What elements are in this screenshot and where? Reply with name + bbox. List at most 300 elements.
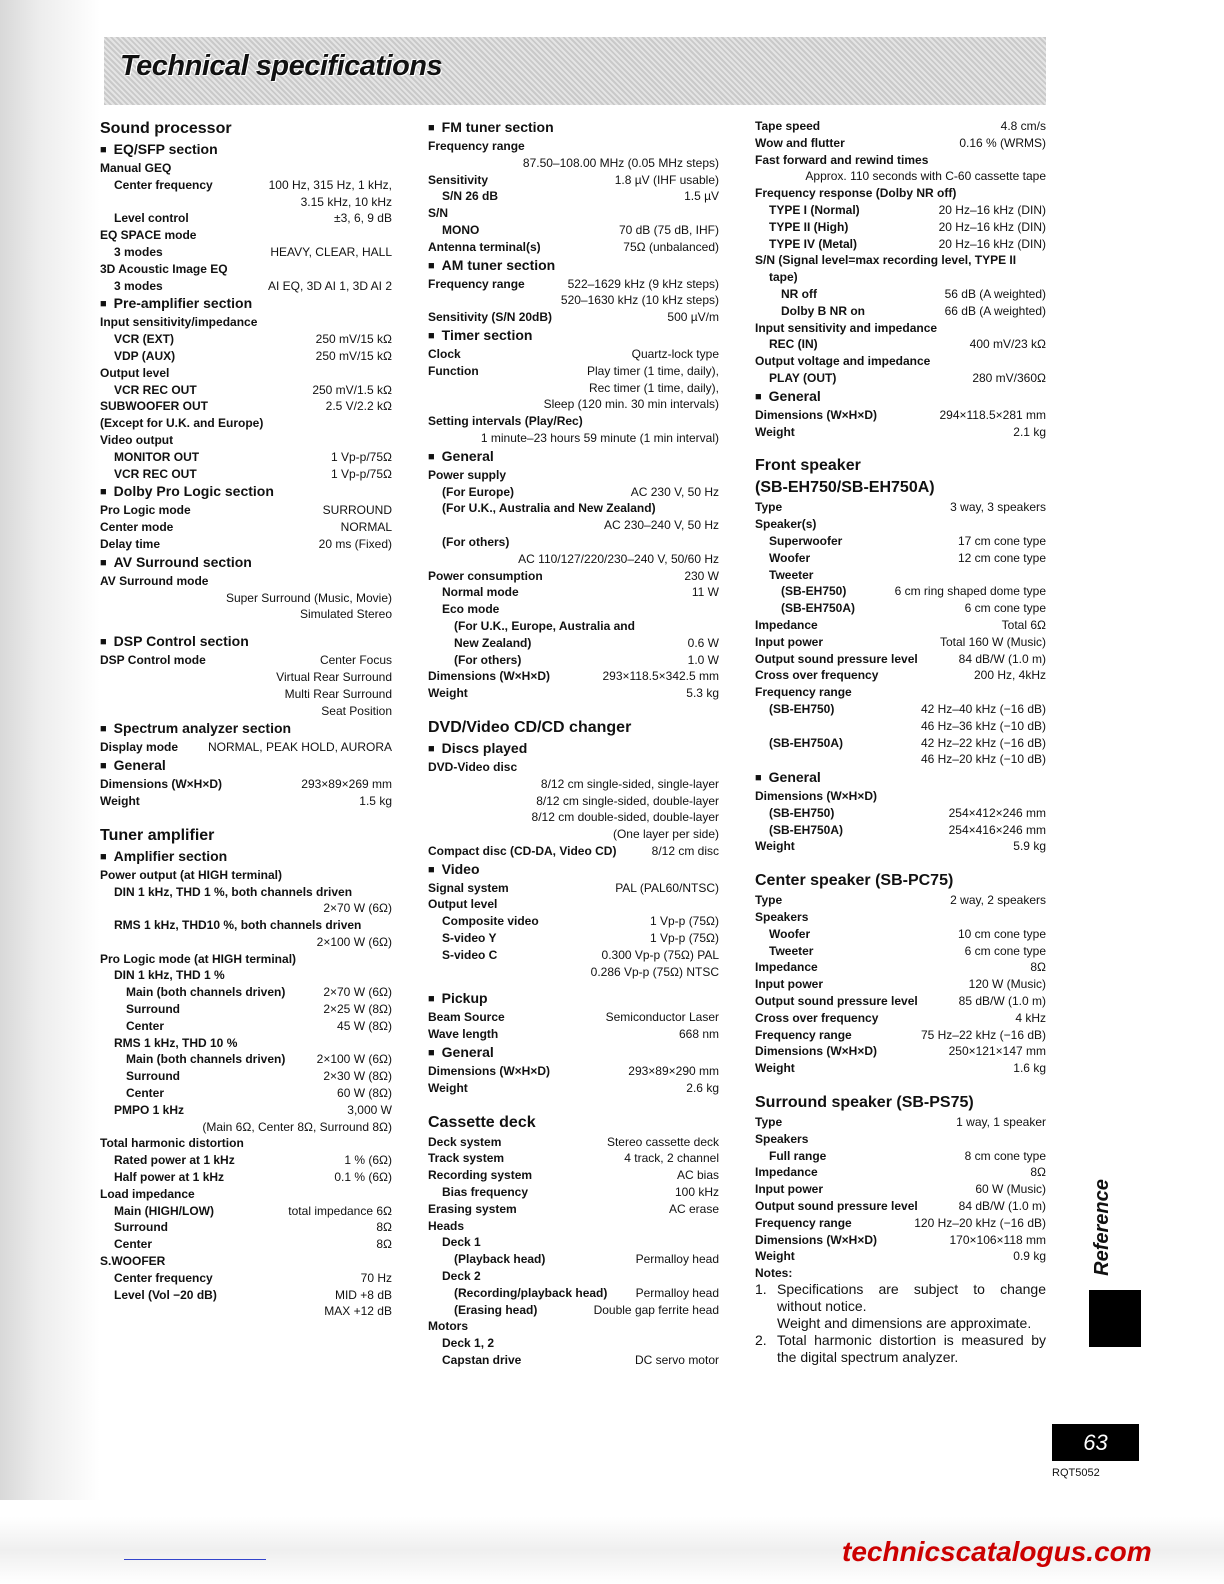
spec-label: Weight [755,1249,795,1264]
spec-label: Frequency range [428,139,525,153]
spec-row [755,838,1046,855]
spec-row [100,1035,392,1052]
spec-label: Input power [755,634,823,649]
spec-row [100,1287,392,1321]
spec-column-1 [100,118,392,1320]
spec-column-3 [755,118,1046,1366]
spec-value: Total 160 W (Music) [939,634,1046,649]
spec-row [428,880,719,897]
note-text: Specifications are subject to change without notice. Weight and dimensions are approximate. [777,1281,1046,1332]
spec-label: DVD-Video disc [428,759,518,774]
spec-label: Half power at 1 kHz [114,1170,225,1185]
spec-value: 4 kHz [1015,1010,1046,1025]
spec-value: 2×70 W (6Ω) [323,901,392,916]
spec-value: 250×121×147 mm [948,1044,1046,1059]
spec-value: NORMAL [340,520,392,535]
spec-value: AI EQ, 3D AI 1, 3D AI 2 [267,278,392,293]
spec-value: 1 way, 1 speaker [956,1115,1046,1130]
spec-label: Weight [100,793,140,808]
spec-row [428,1026,719,1043]
spec-row [100,573,392,590]
spec-label: Deck system [428,1134,502,1149]
spec-row [428,1201,719,1218]
spec-label: Recording system [428,1168,533,1183]
spec-value: 11 W [691,585,719,600]
spec-label: REC (IN) [769,337,818,352]
spec-row [100,793,392,810]
subsection-heading: ■ FM tuner section [428,118,719,138]
scan-shadow-left [0,0,100,1584]
spec-row [100,502,392,519]
spec-label: Output sound pressure level [755,1199,918,1214]
spec-row [428,668,719,685]
spec-row [755,1215,1046,1232]
spec-row [100,652,392,719]
spec-value: 2×30 W (8Ω) [323,1069,392,1084]
spacer [428,980,719,989]
spec-row [755,269,1046,286]
spec-value: 4 track, 2 channel [624,1151,719,1166]
spec-label: (For U.K., Europe, Australia and [454,618,635,633]
spec-row [755,1060,1046,1077]
spec-row [755,651,1046,668]
spec-label: Track system [428,1151,505,1166]
subsection-heading: ■ DSP Control section [100,632,392,652]
spec-label: Load impedance [100,1186,195,1201]
subsection-heading: ■ EQ/SFP section [100,140,392,160]
spec-value: AC erase [668,1201,719,1216]
spec-value: 70 Hz [360,1270,392,1285]
spec-value: Play timer (1 time, daily), Rec timer (1 time, daily), Sleep (120 min. 30 min intervals) [543,363,719,412]
spec-row [428,239,719,256]
spec-value: 75 Hz–22 kHz (−16 dB) [920,1027,1046,1042]
spec-row [100,210,392,227]
spec-row [755,286,1046,303]
spec-label: (SB-EH750) [769,701,835,716]
spec-label: Main (both channels driven) [126,1052,286,1067]
spec-value: 1 minute–23 hours 59 minute (1 min interval) [480,430,719,445]
spec-label: Center mode [100,520,174,535]
spec-value: 45 W (8Ω) [337,1018,392,1033]
spec-value: 4.8 cm/s [1000,119,1046,133]
spec-value: 8/12 cm disc [651,843,719,858]
spec-label: (Playback head) [454,1252,546,1267]
spec-label: Weight [755,839,795,854]
spec-value: 66 dB (A weighted) [944,303,1046,318]
spec-label: Display mode [100,740,179,755]
spec-row [755,976,1046,993]
spec-row [755,684,1046,701]
spec-value: Quartz-lock type [631,346,719,361]
spec-value: 293×89×290 mm [628,1064,719,1079]
spec-value: 200 Hz, 4kHz [973,668,1046,683]
section-heading: Cassette deck [428,1113,536,1131]
spec-value: 8/12 cm single-sided, single-layer 8/12 cm single-sided, double-layer 8/12 cm double-sided, double-layer (One layer per side) [531,776,719,842]
spec-value: 84 dB/W (1.0 m) [958,1199,1046,1214]
spec-value: 120 W (Music) [968,977,1046,992]
spec-label: TYPE IV (Metal) [769,236,858,251]
spec-value: 293×89×269 mm [301,777,392,792]
subsection-heading: ■ Spectrum analyzer section [100,719,392,739]
spec-row [428,551,719,568]
spec-value: 2 way, 2 speakers [950,893,1046,908]
spec-value: 668 nm [678,1027,719,1042]
spec-row [428,1335,719,1352]
spec-label: New Zealand) [454,635,532,650]
section-heading: Tuner amplifier [100,826,215,844]
spec-value: 8Ω [376,1237,392,1252]
spec-label: Compact disc (CD-DA, Video CD) [428,843,617,858]
spec-row [428,1080,719,1097]
spec-row [428,534,719,551]
spec-value: 3 way, 3 speakers [950,500,1046,515]
spec-row [428,776,719,843]
spec-row [428,896,719,913]
spec-value: HEAVY, CLEAR, HALL [270,244,392,259]
spec-row [755,1114,1046,1131]
spec-value: Double gap ferrite head [593,1302,719,1317]
spec-label: Input sensitivity/impedance [100,315,258,330]
section-heading: (SB-EH750/SB-EH750A) [755,479,935,497]
spec-row [428,759,719,776]
document-code: RQT5052 [1052,1467,1100,1479]
spec-value: 1 Vp-p/75Ω [330,449,392,464]
spec-label: (For others) [442,534,510,549]
spec-label: Delay time [100,536,161,551]
spec-label: (SB-EH750) [769,805,835,820]
spec-value: 250 mV/15 kΩ [315,332,392,347]
spec-label: Frequency range [755,685,852,700]
spec-value: 2×100 W (6Ω) [316,1052,392,1067]
subsection-heading: ■ General [755,768,1046,788]
spec-row [755,168,1046,185]
spec-row [755,1181,1046,1198]
spec-value: Super Surround (Music, Movie) Simulated Stereo [225,590,392,622]
spec-row [755,1043,1046,1060]
note-item [755,1281,1046,1332]
section-heading: Sound processor [100,120,232,137]
spec-row [428,930,719,947]
spec-value: MID +8 dB MAX +12 dB [324,1287,392,1319]
spec-row [428,1251,719,1268]
spec-row [755,822,1046,839]
spec-row [100,917,392,934]
spec-value: Stereo cassette deck [606,1134,719,1149]
spec-label: Deck 1 [442,1235,481,1250]
spec-label: Input power [755,1182,823,1197]
spec-label: Bias frequency [442,1185,529,1200]
spec-row [428,1285,719,1302]
spec-row [100,1186,392,1203]
spec-label: Total harmonic distortion [100,1136,244,1151]
spec-value: 1 % (6Ω) [344,1153,392,1168]
spec-label: Deck 1, 2 [442,1336,495,1351]
spec-row [755,1131,1046,1148]
spec-row [428,584,719,601]
spec-row [428,1268,719,1285]
spec-label: Center [114,1237,153,1252]
spec-row [755,320,1046,337]
spec-value: 0.300 Vp-p (75Ω) PAL 0.286 Vp-p (75Ω) NTSC [590,947,719,979]
notes-heading: Notes: [755,1266,793,1281]
spec-label: Clock [428,346,461,361]
spec-row [428,309,719,326]
spec-label: Surround [126,1002,180,1017]
reference-label: Reference [1090,1179,1113,1276]
spec-label: Power supply [428,467,507,482]
spec-label: DIN 1 kHz, THD 1 % [114,968,225,983]
spacer [755,855,1046,864]
spec-value: 17 cm cone type [957,533,1046,548]
spec-value: 0.9 kg [1013,1249,1046,1264]
spec-row [755,617,1046,634]
spec-value: 70 dB (75 dB, IHF) [618,222,719,237]
spec-label: DIN 1 kHz, THD 1 %, both channels driven [114,884,353,899]
spec-row [100,415,392,432]
spec-label: Frequency response (Dolby NR off) [755,186,957,201]
spec-label: VCR REC OUT [114,382,197,397]
spec-row [100,1203,392,1220]
spec-value: 6 cm cone type [964,943,1046,958]
spec-label: Center [126,1086,165,1101]
spec-row [755,943,1046,960]
spec-value: (Main 6Ω, Center 8Ω, Surround 8Ω) [202,1119,392,1134]
spec-label: (Recording/playback head) [454,1285,608,1300]
spec-value: 254×412×246 mm [948,805,1046,820]
spec-label: Beam Source [428,1010,505,1025]
spec-label: S-video Y [442,931,497,946]
spec-row [100,278,392,295]
spec-label: Main (HIGH/LOW) [114,1203,214,1218]
spec-row [428,517,719,534]
spec-value: 254×416×246 mm [948,822,1046,837]
spec-value: 2×70 W (6Ω) [323,985,392,1000]
spec-value: 75Ω (unbalanced) [623,239,719,254]
spec-label: Motors [428,1319,468,1334]
spec-value: 60 W (8Ω) [337,1086,392,1101]
spec-row [755,1027,1046,1044]
subsection-heading: ■ General [428,447,719,467]
spacer [100,810,392,819]
spec-row [755,252,1046,269]
spec-label: Input sensitivity and impedance [755,320,938,335]
spec-row [100,1102,392,1119]
spec-label: 3 modes [114,244,163,259]
spec-row [100,1018,392,1035]
spec-row [428,155,719,172]
subsection-heading: ■ General [100,756,392,776]
spec-value: AC 110/127/220/230–240 V, 50/60 Hz [518,551,719,566]
spec-row [755,407,1046,424]
spec-row [100,466,392,483]
spec-value: 42 Hz–40 kHz (−16 dB) 46 Hz–36 kHz (−10 dB) [920,701,1046,733]
spec-row [755,701,1046,735]
spec-label: Level control [114,211,189,226]
spec-label: S/N (Signal level=max recording level, TYPE II [755,253,1017,268]
spec-label: Rated power at 1 kHz [114,1153,235,1168]
spec-label: Frequency range [755,1215,852,1230]
spec-label: Dimensions (W×H×D) [755,407,878,422]
spec-row [100,1152,392,1169]
spec-column-2 [428,118,719,1369]
spec-label: tape) [769,270,798,285]
spec-row [100,900,392,917]
spec-label: Dimensions (W×H×D) [755,1232,878,1247]
spec-row [755,1232,1046,1249]
spec-row [100,590,392,624]
spacer [755,1077,1046,1086]
spec-label: VDP (AUX) [114,348,176,363]
spec-value: Semiconductor Laser [605,1010,719,1025]
spec-row [100,934,392,951]
spec-value: 294×118.5×281 mm [939,407,1046,422]
spec-row [428,413,719,430]
spec-label: PLAY (OUT) [769,370,837,385]
spec-row [428,188,719,205]
spec-value: 293×118.5×342.5 mm [602,669,719,684]
note-number: 1. [755,1281,767,1298]
spec-row [100,1135,392,1152]
spec-value: 500 µV/m [667,310,719,325]
spec-label: AV Surround mode [100,573,209,588]
spec-label: (SB-EH750A) [769,822,844,837]
spec-row [100,884,392,901]
spec-label: Weight [428,1080,468,1095]
spec-value: 400 mV/23 kΩ [969,337,1046,352]
spec-value: 2.1 kg [1013,424,1046,439]
spec-row [100,984,392,1001]
spec-value: total impedance 6Ω [288,1203,392,1218]
spec-label: 3D Acoustic Image EQ [100,261,228,276]
spec-label: Speaker(s) [755,517,817,532]
subsection-heading: ■ Discs played [428,739,719,759]
spec-label: (For U.K., Australia and New Zealand) [442,501,656,516]
spec-row [755,600,1046,617]
spec-label: Dolby B NR on [781,303,865,318]
spec-label: PMPO 1 kHz [114,1102,185,1117]
spec-row [755,1164,1046,1181]
reference-side-tab [1086,1180,1116,1280]
spec-value: Center Focus Virtual Rear Surround Multi Rear Surround Seat Position [276,653,392,718]
spec-row [755,583,1046,600]
spec-label: Fast forward and rewind times [755,152,929,167]
spec-row [428,913,719,930]
spec-value: 100 kHz [674,1185,719,1200]
spec-row [100,331,392,348]
spec-value: PAL (PAL60/NTSC) [615,880,719,895]
spec-label: Weight [428,686,468,701]
spec-value: 6 cm ring shaped dome type [894,584,1046,599]
spec-row [100,398,392,415]
spec-value: 10 cm cone type [957,926,1046,941]
spec-label: Speakers [755,910,809,925]
spec-label: Power consumption [428,568,543,583]
subsection-heading: ■ General [428,1043,719,1063]
spec-label: (SB-EH750A) [769,735,844,750]
spec-row [428,467,719,484]
spec-row [755,185,1046,202]
spec-value: 85 dB/W (1.0 m) [958,994,1046,1009]
spec-label: SUBWOOFER OUT [100,399,208,414]
subsection-heading: ■ Pre-amplifier section [100,294,392,314]
spec-label: Pro Logic mode [100,503,191,518]
spec-label: S-video C [442,947,498,962]
spec-label: Dimensions (W×H×D) [100,777,223,792]
spec-row [100,1219,392,1236]
spec-label: Woofer [769,550,811,565]
spec-label: MONO [442,222,480,237]
spec-label: Impedance [755,617,818,632]
spec-label: VCR (EXT) [114,332,174,347]
spec-row [755,424,1046,441]
spec-label: S/N [428,206,449,221]
subsection-heading: ■ Amplifier section [100,847,392,867]
spec-label: Level (Vol −20 dB) [114,1287,217,1302]
spec-label: (For Europe) [442,484,514,499]
spec-row [755,805,1046,822]
spec-label: Weight [755,1061,795,1076]
spec-label: S.WOOFER [100,1254,166,1269]
spec-row [755,370,1046,387]
subsection-heading: ■ Pickup [428,989,719,1009]
spec-label: (Except for U.K. and Europe) [100,416,264,431]
spec-label: Output sound pressure level [755,651,918,666]
spacer [100,623,392,632]
spec-label: Center [126,1018,165,1033]
spec-row [755,567,1046,584]
spec-label: Cross over frequency [755,668,879,683]
spec-row [428,363,719,413]
spec-row [100,348,392,365]
spec-row [428,172,719,189]
spec-label: Capstan drive [442,1353,522,1368]
spec-label: Signal system [428,880,509,895]
spec-label: VCR REC OUT [114,466,197,481]
spec-row [100,1119,392,1136]
spec-row [100,536,392,553]
spec-label: Antenna terminal(s) [428,239,541,254]
spec-label: Function [428,363,479,378]
spec-value: Total 6Ω [1001,617,1046,632]
spec-row [755,926,1046,943]
spec-value: 1 Vp-p (75Ω) [650,931,719,946]
spec-label: Weight [755,424,795,439]
spec-value: 100 Hz, 315 Hz, 1 kHz, 3.15 kHz, 10 kHz [268,177,392,209]
spec-value: 170×106×118 mm [949,1232,1046,1247]
spec-label: Input power [755,977,823,992]
page-title: Technical specifications [120,50,443,82]
spec-row [755,1198,1046,1215]
spec-label: Wave length [428,1027,499,1042]
spec-value: AC bias [676,1168,719,1183]
spec-row [755,959,1046,976]
spec-label: Impedance [755,1165,818,1180]
spec-label: Eco mode [442,602,500,617]
spec-value: 250 mV/15 kΩ [315,348,392,363]
spec-row [428,1167,719,1184]
spec-row [428,222,719,239]
spec-row [755,1248,1046,1265]
spec-value: 1 Vp-p (75Ω) [650,914,719,929]
spec-value: ±3, 6, 9 dB [334,211,392,226]
spec-row [755,993,1046,1010]
subsection-heading: ■ Video [428,860,719,880]
spec-label: Pro Logic mode (at HIGH terminal) [100,951,297,966]
spec-value: 2×25 W (8Ω) [323,1002,392,1017]
spec-row [428,484,719,501]
spec-row [100,244,392,261]
spec-label: RMS 1 kHz, THD 10 % [114,1035,238,1050]
